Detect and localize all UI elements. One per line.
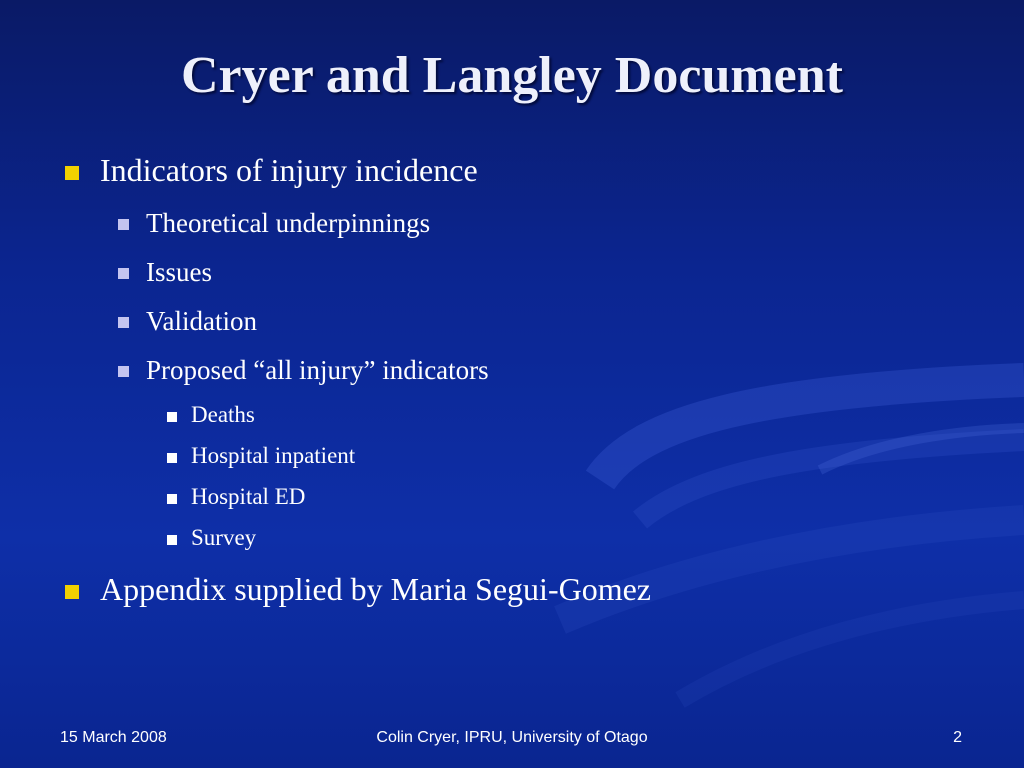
square-bullet-icon [167, 494, 177, 504]
square-bullet-icon [118, 317, 129, 328]
square-bullet-icon [167, 535, 177, 545]
slide-title: Cryer and Langley Document [180, 47, 843, 104]
bullet-text: Issues [146, 257, 212, 287]
bullet-text: Hospital inpatient [191, 443, 356, 468]
bullet-text: Validation [146, 306, 257, 336]
bullet-text: Theoretical underpinnings [146, 208, 431, 238]
bullet-text: Hospital ED [191, 484, 306, 509]
square-bullet-icon [167, 453, 177, 463]
slide-number: 2 [953, 729, 962, 746]
bullet-text: Appendix supplied by Maria Segui-Gomez [100, 571, 651, 607]
square-bullet-icon [118, 268, 129, 279]
footer-date: 15 March 2008 [60, 729, 167, 746]
square-bullet-icon [65, 585, 79, 599]
square-bullet-icon [118, 219, 129, 230]
footer-presenter: Colin Cryer, IPRU, University of Otago [376, 729, 648, 746]
square-bullet-icon [118, 366, 129, 377]
bullet-text: Proposed “all injury” indicators [146, 355, 489, 385]
bullet-text: Survey [191, 525, 257, 550]
bullet-text: Indicators of injury incidence [100, 152, 478, 188]
square-bullet-icon [65, 166, 79, 180]
bullet-text: Deaths [191, 402, 255, 427]
square-bullet-icon [167, 412, 177, 422]
